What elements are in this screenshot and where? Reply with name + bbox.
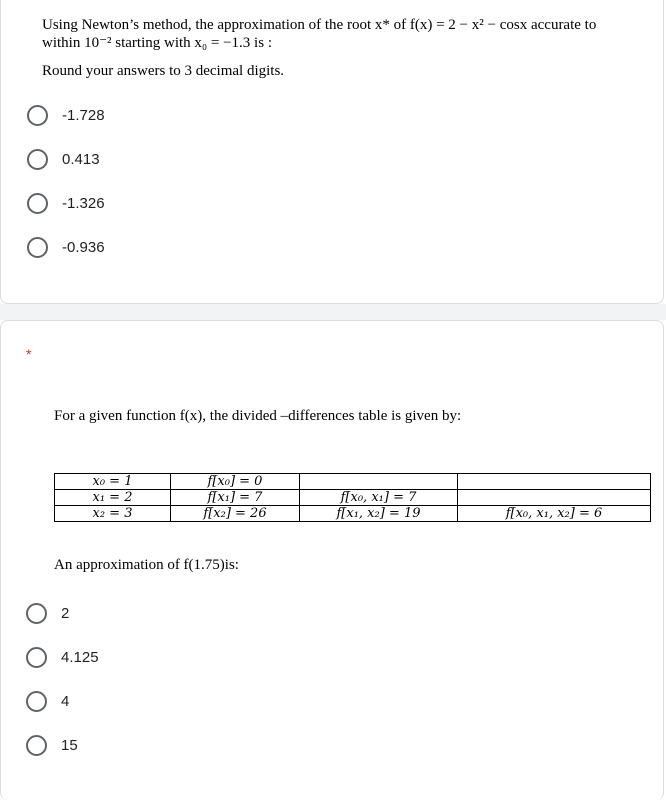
question-1-line-1: Using Newton’s method, the approximation of the root x* of f(x) = 2 − x² − cosx accurate to xyxy=(42,17,597,33)
option-label: -1.728 xyxy=(62,106,105,124)
card-separator xyxy=(0,304,666,320)
q2-option-2[interactable] xyxy=(26,645,99,669)
option-label: 2 xyxy=(61,604,70,622)
question-2-text: For a given function f(x), the divided –differences table is given by: xyxy=(54,408,462,424)
table-cell: f[x₀, x₁] = 7 xyxy=(300,490,458,506)
table-cell xyxy=(458,474,651,490)
table-cell: x₂ = 3 xyxy=(55,506,171,522)
table-cell: f[x₁] = 7 xyxy=(171,490,300,506)
radio-unchecked-icon[interactable] xyxy=(26,691,47,712)
question-1-line-2: within 10⁻² starting with x₀ = −1.3 is : xyxy=(42,35,272,51)
radio-unchecked-icon[interactable] xyxy=(26,735,47,756)
table-cell: f[x₀, x₁, x₂] = 6 xyxy=(458,506,651,522)
question-1-text xyxy=(42,16,642,52)
table-cell: x₀ = 1 xyxy=(55,474,171,490)
table-cell xyxy=(458,490,651,506)
required-asterisk: * xyxy=(26,346,32,362)
question-1-instruction: Round your answers to 3 decimal digits. xyxy=(42,63,285,79)
table-cell: f[x₂] = 26 xyxy=(171,506,300,522)
option-label: 15 xyxy=(61,736,78,754)
table-cell: x₁ = 2 xyxy=(55,490,171,506)
table-cell xyxy=(300,474,458,490)
divided-differences-table xyxy=(54,473,651,522)
radio-unchecked-icon[interactable] xyxy=(26,603,47,624)
q1-option-2[interactable] xyxy=(27,147,100,171)
radio-unchecked-icon[interactable] xyxy=(27,193,48,214)
q2-option-1[interactable] xyxy=(26,601,69,625)
option-label: -0.936 xyxy=(62,238,105,256)
q1-option-1[interactable] xyxy=(27,103,105,127)
q1-option-3[interactable] xyxy=(27,191,105,215)
table-row xyxy=(55,474,651,490)
option-label: 4.125 xyxy=(61,648,99,666)
option-label: 4 xyxy=(61,692,70,710)
table-cell: f[x₁, x₂] = 19 xyxy=(300,506,458,522)
q1-option-4[interactable] xyxy=(27,235,105,259)
radio-unchecked-icon[interactable] xyxy=(27,149,48,170)
radio-unchecked-icon[interactable] xyxy=(27,105,48,126)
option-label: -1.326 xyxy=(62,194,105,212)
question-2-subprompt: An approximation of f(1.75)is: xyxy=(54,557,239,573)
q2-option-4[interactable] xyxy=(26,733,78,757)
table-row xyxy=(55,490,651,506)
q2-option-3[interactable] xyxy=(26,689,69,713)
radio-unchecked-icon[interactable] xyxy=(27,237,48,258)
option-label: 0.413 xyxy=(62,150,100,168)
radio-unchecked-icon[interactable] xyxy=(26,647,47,668)
table-row xyxy=(55,506,651,522)
question-card-1 xyxy=(0,0,664,304)
table-cell: f[x₀] = 0 xyxy=(171,474,300,490)
